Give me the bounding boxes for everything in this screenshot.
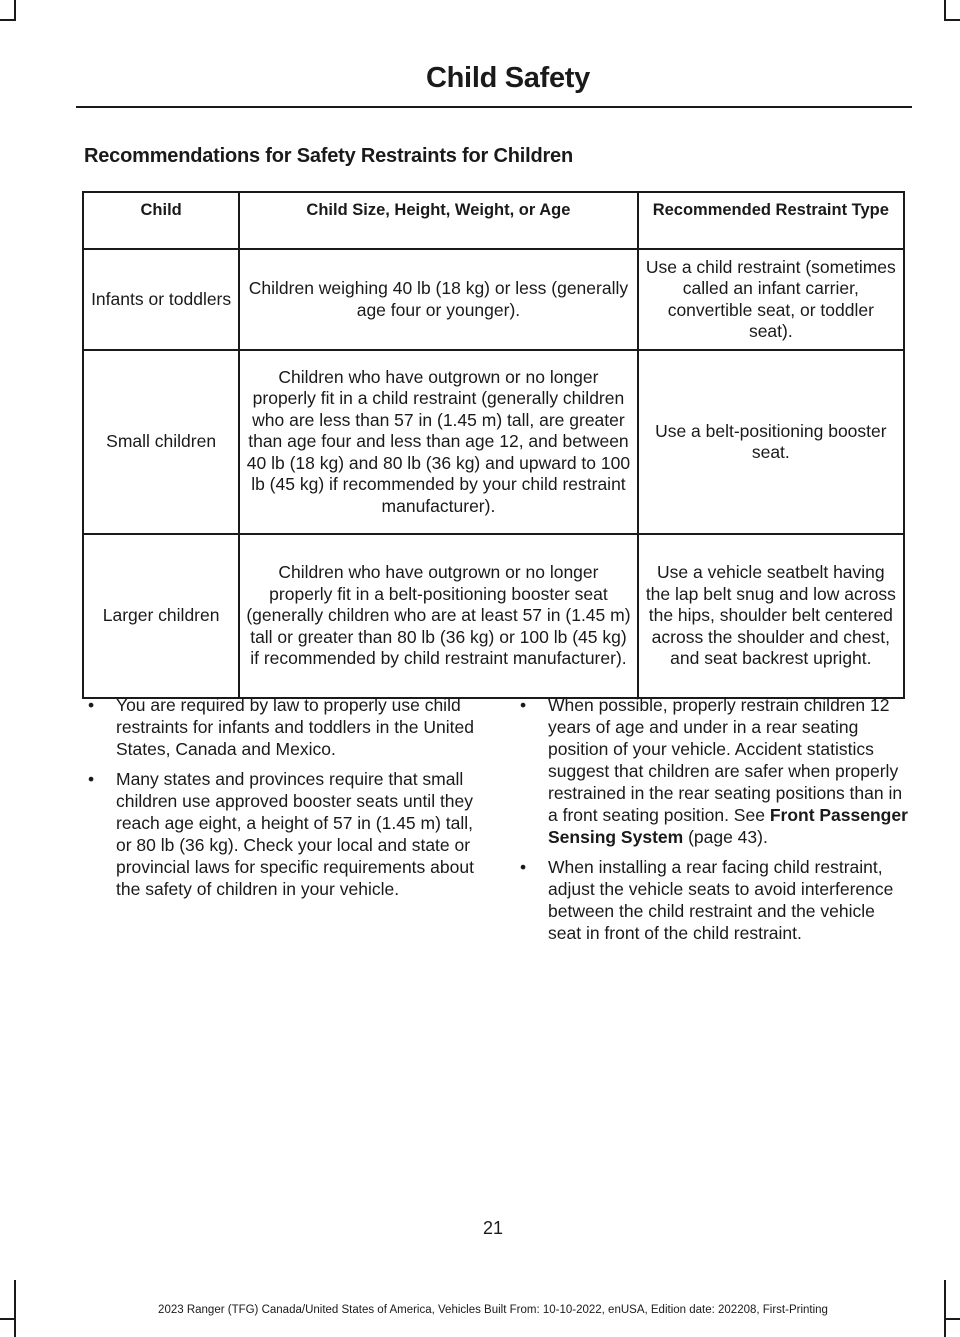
bullet-text: You are required by law to properly use child restraints for infants and toddlers in the United States, Canada and Mexico.: [116, 695, 474, 759]
bullet-text: When installing a rear facing child restraint, adjust the vehicle seats to avoid interference between the child restraint and the vehicle seat in front of the child restraint.: [548, 857, 894, 943]
crop-mark: [0, 1318, 16, 1320]
section-heading: Recommendations for Safety Restraints for Children: [84, 145, 573, 167]
table-header-row: [83, 192, 904, 249]
table-row: [83, 350, 904, 534]
bullet-text: When possible, properly restrain children 12 years of age and under in a rear seating position of your vehicle. Accident statistics suggest that children are safer when properly restrained in the rear seating positions than in a front seating position. See: [548, 695, 903, 825]
crop-mark: [944, 19, 960, 21]
table-cell-child: Larger children: [83, 534, 239, 698]
bullet-icon: •: [520, 857, 527, 877]
table-row: [83, 249, 904, 350]
table-row: [83, 534, 904, 698]
table-cell-size: Children who have outgrown or no longer properly fit in a belt-positioning booster seat (generally children who are at least 57 in (1.45 m) tall or greater than 80 lb (36 kg) or 100 lb (45 kg) if recommended by child restraint manufacturer).: [239, 534, 637, 698]
list-item: [84, 694, 478, 760]
column-header-size: Child Size, Height, Weight, or Age: [239, 192, 637, 249]
table-cell-child: Infants or toddlers: [83, 249, 239, 350]
bullet-icon: •: [520, 695, 527, 715]
header-divider: [76, 106, 912, 108]
column-header-restraint: Recommended Restraint Type: [638, 192, 904, 249]
footer-text: 2023 Ranger (TFG) Canada/United States of America, Vehicles Built From: 10-10-2022, enUSA, Edition date: 202208, First-Printing: [158, 1304, 828, 1316]
column-header-child: Child: [83, 192, 239, 249]
cross-reference-link[interactable]: Front Passenger Sensing System: [548, 805, 908, 847]
bullet-text: Many states and provinces require that small children use approved booster seats until they reach age eight, a height of 57 in (1.45 m) tall, or 80 lb (36 kg). Check your local and state or provincial laws for specific requirements about the safety of children in your vehicle.: [116, 769, 474, 899]
bullet-list-right: [516, 694, 908, 952]
crop-mark: [944, 1318, 960, 1320]
table-cell-restraint: Use a child restraint (sometimes called an infant carrier, convertible seat, or toddler seat).: [638, 249, 904, 350]
page-reference: (page 43).: [683, 827, 768, 847]
crop-mark: [0, 19, 16, 21]
bullet-list-left: [84, 694, 478, 908]
bullet-icon: •: [88, 695, 95, 715]
page-number: 21: [482, 1218, 504, 1238]
restraint-table: [82, 191, 905, 699]
page-title: Child Safety: [426, 62, 590, 94]
table-cell-restraint: Use a belt-positioning booster seat.: [638, 350, 904, 534]
table-cell-size: Children who have outgrown or no longer properly fit in a child restraint (generally children who are less than 57 in (1.45 m) tall, are greater than age four and less than age 12, and between 40 lb (18 kg) and 80 lb (36 kg) and upward to 100 lb (45 kg) if recommended by your child restraint manufacturer).: [239, 350, 637, 534]
crop-mark: [944, 0, 946, 19]
table-cell-size: Children weighing 40 lb (18 kg) or less (generally age four or younger).: [239, 249, 637, 350]
table-cell-restraint: Use a vehicle seatbelt having the lap belt snug and low across the hips, shoulder belt centered across the shoulder and chest, and seat backrest upright.: [638, 534, 904, 698]
list-item: [84, 768, 478, 900]
list-item: [516, 694, 908, 848]
bullet-icon: •: [88, 769, 95, 789]
table-cell-child: Small children: [83, 350, 239, 534]
crop-mark: [14, 0, 16, 19]
list-item: [516, 856, 908, 944]
